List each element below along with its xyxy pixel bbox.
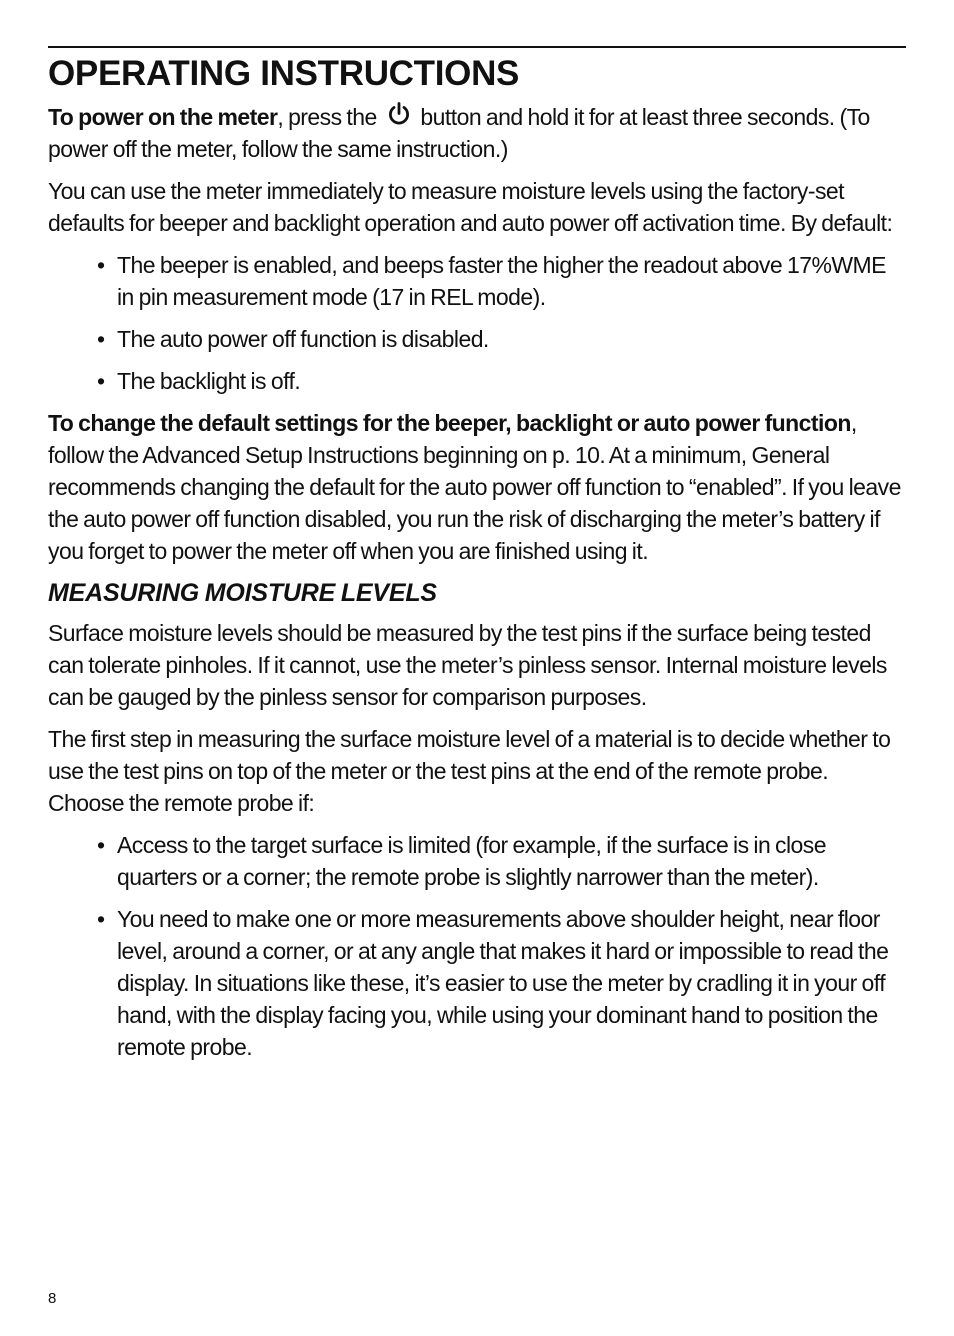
power-on-paragraph [48,101,906,165]
defaults-intro-paragraph: You can use the meter immediately to measure moisture levels using the factory-set defaults for beeper and backlight operation and auto power off activation time. By default: [48,178,893,236]
bullet: • [97,252,105,278]
defaults-list [48,249,906,397]
first-step-paragraph: The first step in measuring the surface moisture level of a material is to decide whether to use the test pins on top of the meter or the test pins at the end of the remote probe. Choose the remote probe if: [48,726,891,816]
power-on-text-before: , press the [277,104,377,130]
power-on-text-after: button and hold it for at least three seconds. (To power off the meter, follow the same instruction.) [48,104,870,162]
list-item: • The backlight is off. [48,365,906,397]
page-title: OPERATING INSTRUCTIONS [48,54,520,93]
power-on-lead: To power on the meter [48,104,278,130]
remote-probe-list [48,829,906,1063]
body-text [48,101,906,1073]
list-item: • The beeper is enabled, and beeps faster the higher the readout above 17%WME in pin measurement mode (17 in REL mode). [48,249,906,313]
surface-moisture-paragraph: Surface moisture levels should be measured by the test pins if the surface being tested can tolerate pinholes. If it cannot, use the meter’s pinless sensor. Internal moisture levels can be gauged by the pinless sensor for comparison purposes. [48,620,887,710]
page-number: 8 [48,1290,57,1307]
bullet: • [97,906,105,932]
list-item: • The auto power off function is disabled. [48,323,906,355]
bullet: • [97,368,105,394]
bullet: • [97,832,105,858]
section-heading: MEASURING MOISTURE LEVELS [48,579,437,607]
change-defaults-text: , follow the Advanced Setup Instructions beginning on p. 10. At a minimum, General recommends changing the default for the auto power off function to “enabled”. If you leave the auto power off function disabled, you run the risk of discharging the meter’s battery if you forget to power the meter off when you are finished using it. [48,410,901,564]
list-item: • You need to make one or more measurements above shoulder height, near floor level, around a corner, or at any angle that makes it hard or impossible to read the display. In situations like these, it’s easier to use the meter by cradling it in your off hand, with the display facing you, while using your dominant hand to position the remote probe. [48,903,906,1063]
bullet: • [97,326,105,352]
change-defaults-lead: To change the default settings for the beeper, backlight or auto power function [48,410,851,436]
change-defaults-paragraph [48,407,906,567]
top-rule [48,46,906,48]
power-icon [386,102,412,126]
list-item: • Access to the target surface is limited (for example, if the surface is in close quarters or a corner; the remote probe is slightly narrower than the meter). [48,829,906,893]
